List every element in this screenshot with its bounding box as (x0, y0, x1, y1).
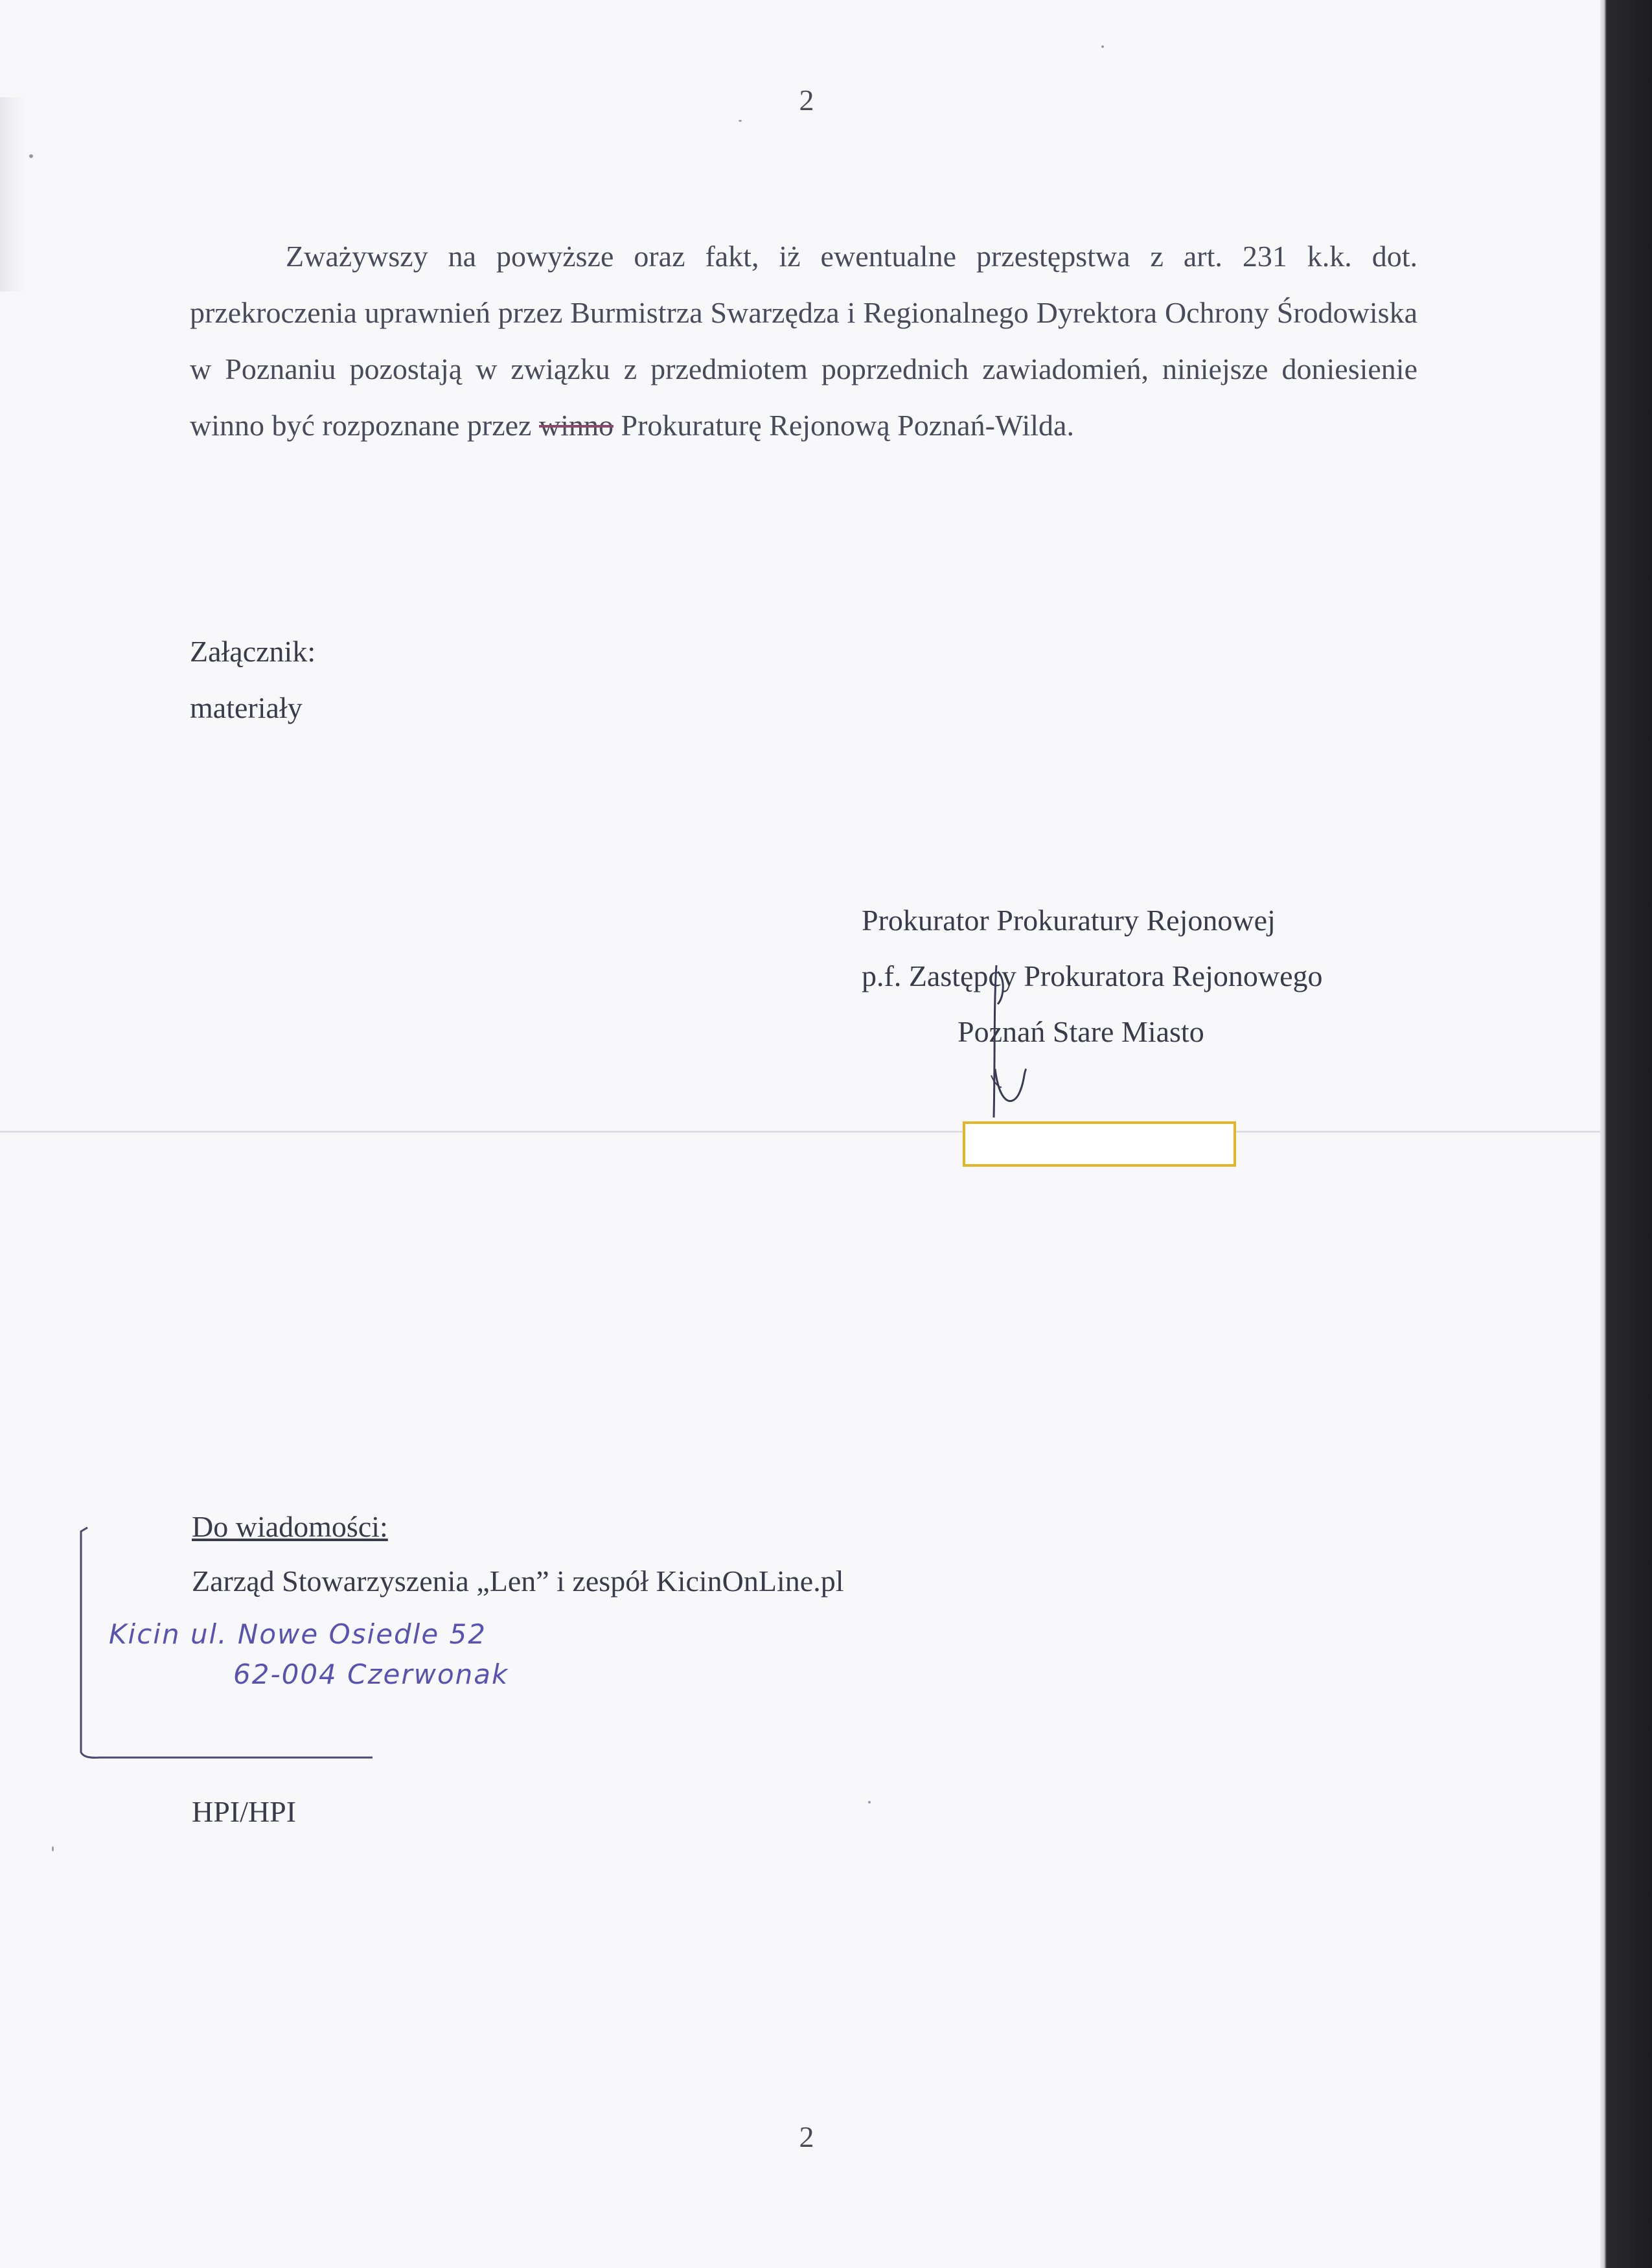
scan-speck (52, 1846, 54, 1851)
scan-speck (1101, 45, 1104, 48)
footer-code: HPI/HPI (192, 1795, 297, 1828)
body-paragraph (190, 228, 1417, 453)
attachment-label: Załącznik: (190, 635, 316, 668)
handwritten-signature (965, 952, 1056, 1127)
signature-block (862, 893, 1323, 1060)
handwritten-address-line-2: 62-004 Czerwonak (233, 1658, 509, 1690)
struck-word: winno (538, 409, 614, 442)
scan-shadow (0, 97, 26, 292)
signature-line-2: p.f. Zastępcy Prokuratora Rejonowego (862, 959, 1323, 992)
redaction-box (963, 1121, 1236, 1167)
attachment-section (190, 623, 315, 736)
cc-title: Do wiadomości: (192, 1510, 388, 1543)
handwritten-address-line-1: Kicin ul. Nowe Osiedle 52 (109, 1618, 487, 1650)
scan-speck (29, 154, 33, 158)
paper-fold-line (0, 1130, 1600, 1133)
body-text-part-1: Zważywszy na powyższe oraz fakt, iż ewentualne przestępstwa z art. 231 k.k. dot. przekroczenia uprawnień przez Burmistrza Swarzędza i Regionalnego Dyrektora Ochrony Środowiska w Poznaniu pozostają w związku z przedmiotem poprzednich zawiadomień, niniejsze doniesienie winno być rozpoznane przez (190, 240, 1417, 442)
attachment-value: materiały (190, 691, 303, 724)
cc-entry: Zarząd Stowarzyszenia „Len” i zespół KicinOnLine.pl (192, 1564, 844, 1598)
body-text-part-2: Prokuraturę Rejonową Poznań-Wilda. (613, 409, 1074, 442)
signature-line-3: Poznań Stare Miasto (958, 1015, 1204, 1048)
scan-speck (868, 1801, 871, 1804)
page-number-bottom: 2 (799, 2120, 814, 2153)
scan-speck (739, 120, 742, 122)
page-number-top: 2 (799, 84, 814, 117)
scan-border (1600, 0, 1652, 2268)
signature-line-1: Prokurator Prokuratury Rejonowej (862, 904, 1276, 937)
